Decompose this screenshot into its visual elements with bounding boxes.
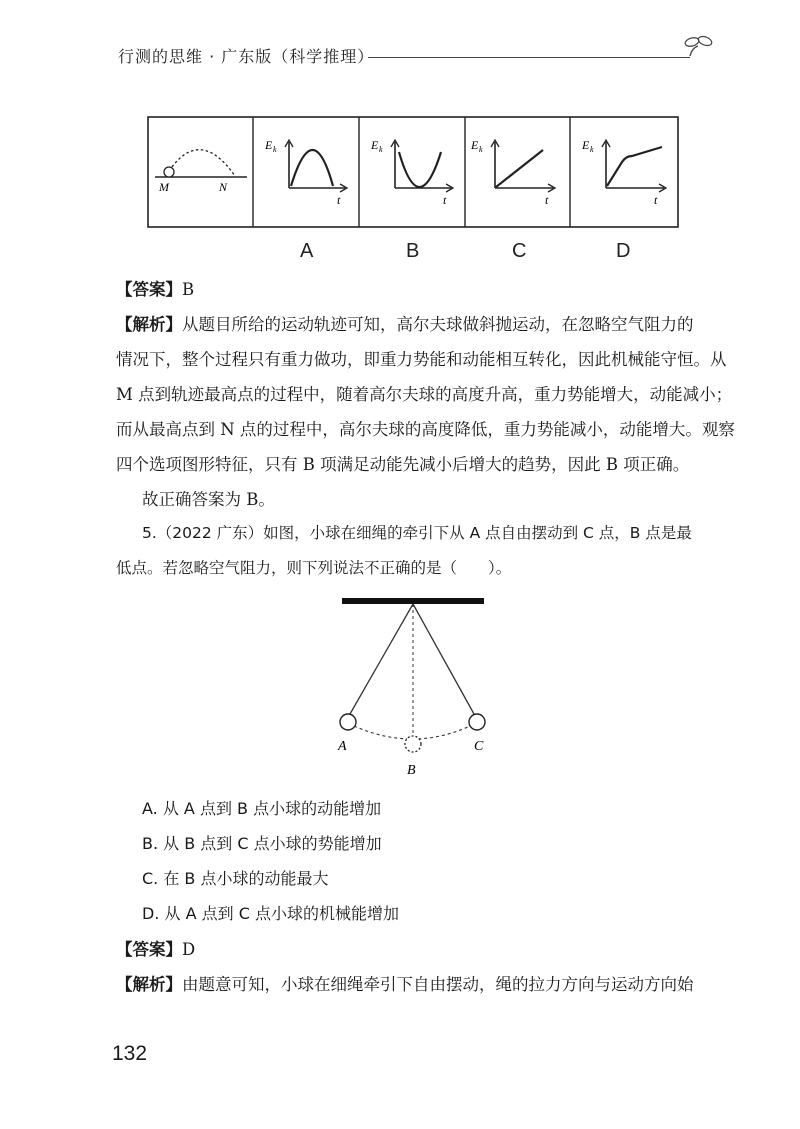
axis-label-ek: E <box>471 138 479 152</box>
graph-c <box>470 138 555 207</box>
option-label-a: A <box>300 240 314 262</box>
q5-answer <box>116 936 195 960</box>
choice-d: D. 从 A 点到 C 点小球的机械能增加 <box>142 904 399 923</box>
string-c <box>413 604 474 714</box>
answer-value: B <box>182 280 195 299</box>
answer-label: 【答案】 <box>116 280 182 299</box>
curve <box>291 150 333 186</box>
choice-b: B. 从 B 点到 C 点小球的势能增加 <box>142 834 382 853</box>
point-label-c: C <box>474 739 484 754</box>
graph-d <box>581 138 666 207</box>
axis-label-t: t <box>654 193 658 207</box>
q4-answer <box>116 276 194 300</box>
graph-b <box>370 138 453 207</box>
trajectory-diagram <box>155 150 247 194</box>
choice-c: C. 在 B 点小球的动能最大 <box>142 869 329 888</box>
option-label-c: C <box>512 240 527 262</box>
string-a <box>350 604 413 714</box>
q4-analysis-line: 而从最高点到 N 点的过程中，高尔夫球的高度降低，重力势能减小，动能增大。观察 <box>116 420 735 439</box>
q4-analysis-line: 四个选项图形特征，只有 B 项满足动能先减小后增大的趋势，因此 B 项正确。 <box>116 455 690 474</box>
ball-c <box>469 714 485 730</box>
header-rule <box>368 57 690 58</box>
figure-border <box>148 117 678 227</box>
q4-conclusion: 故正确答案为 B。 <box>142 490 275 509</box>
axis-label-ek-sub: k <box>590 145 594 154</box>
curve <box>399 152 441 187</box>
answer-value: D <box>182 940 196 959</box>
option-label-d: D <box>616 240 631 262</box>
axis-label-t: t <box>337 193 341 207</box>
q5-analysis-line: 【解析】由题意可知，小球在细绳牵引下自由摆动，绳的拉力方向与运动方向始 <box>116 975 694 994</box>
page-number: 132 <box>112 1042 148 1065</box>
option-label-b: B <box>406 240 420 262</box>
ball-b <box>405 736 421 752</box>
point-label-m: M <box>159 180 169 194</box>
axis-label-ek-sub: k <box>273 145 277 154</box>
ball-a <box>340 714 356 730</box>
point-label-b: B <box>407 763 416 778</box>
curve <box>496 150 543 187</box>
pendulum-figure <box>330 592 500 782</box>
axis-label-ek: E <box>265 138 273 152</box>
q5-stem: 低点。若忽略空气阻力，则下列说法不正确的是（ ）。 <box>116 559 512 577</box>
golf-ball <box>164 167 174 177</box>
curve <box>607 147 662 186</box>
point-label-n: N <box>219 180 228 194</box>
point-label-a: A <box>338 739 347 754</box>
axis-label-ek-sub: k <box>379 145 383 154</box>
q4-analysis-line: 情况下，整个过程只有重力做功，即重力势能和动能相互转化，因此机械能守恒。从 <box>116 350 727 369</box>
axis-label-ek: E <box>582 138 590 152</box>
q4-analysis-line: M 点到轨迹最高点的过程中，随着高尔夫球的高度升高，重力势能增大，动能减小； <box>116 385 733 404</box>
axis-label-ek-sub: k <box>479 145 483 154</box>
analysis-label: 【解析】 <box>116 315 182 334</box>
choice-a: A. 从 A 点到 B 点小球的动能增加 <box>142 799 382 818</box>
axis-label-t: t <box>545 193 549 207</box>
running-header: 行测的思维 · 广东版（科学推理） <box>118 47 375 66</box>
trajectory-arc <box>169 150 235 176</box>
answer-label: 【答案】 <box>116 940 182 959</box>
axis-label-ek: E <box>371 138 379 152</box>
axis-label-t: t <box>443 193 447 207</box>
sprout-icon <box>682 30 716 60</box>
graph-a <box>264 138 347 207</box>
q4-analysis-line: 【解析】从题目所给的运动轨迹可知，高尔夫球做斜抛运动，在忽略空气阻力的 <box>116 315 694 334</box>
q5-stem: 5.（2022 广东）如图，小球在细绳的牵引下从 A 点自由摆动到 C 点，B 点是最 <box>142 524 692 542</box>
analysis-label: 【解析】 <box>116 975 182 994</box>
figure-options-table <box>147 116 679 228</box>
ceiling-bar <box>342 598 484 604</box>
